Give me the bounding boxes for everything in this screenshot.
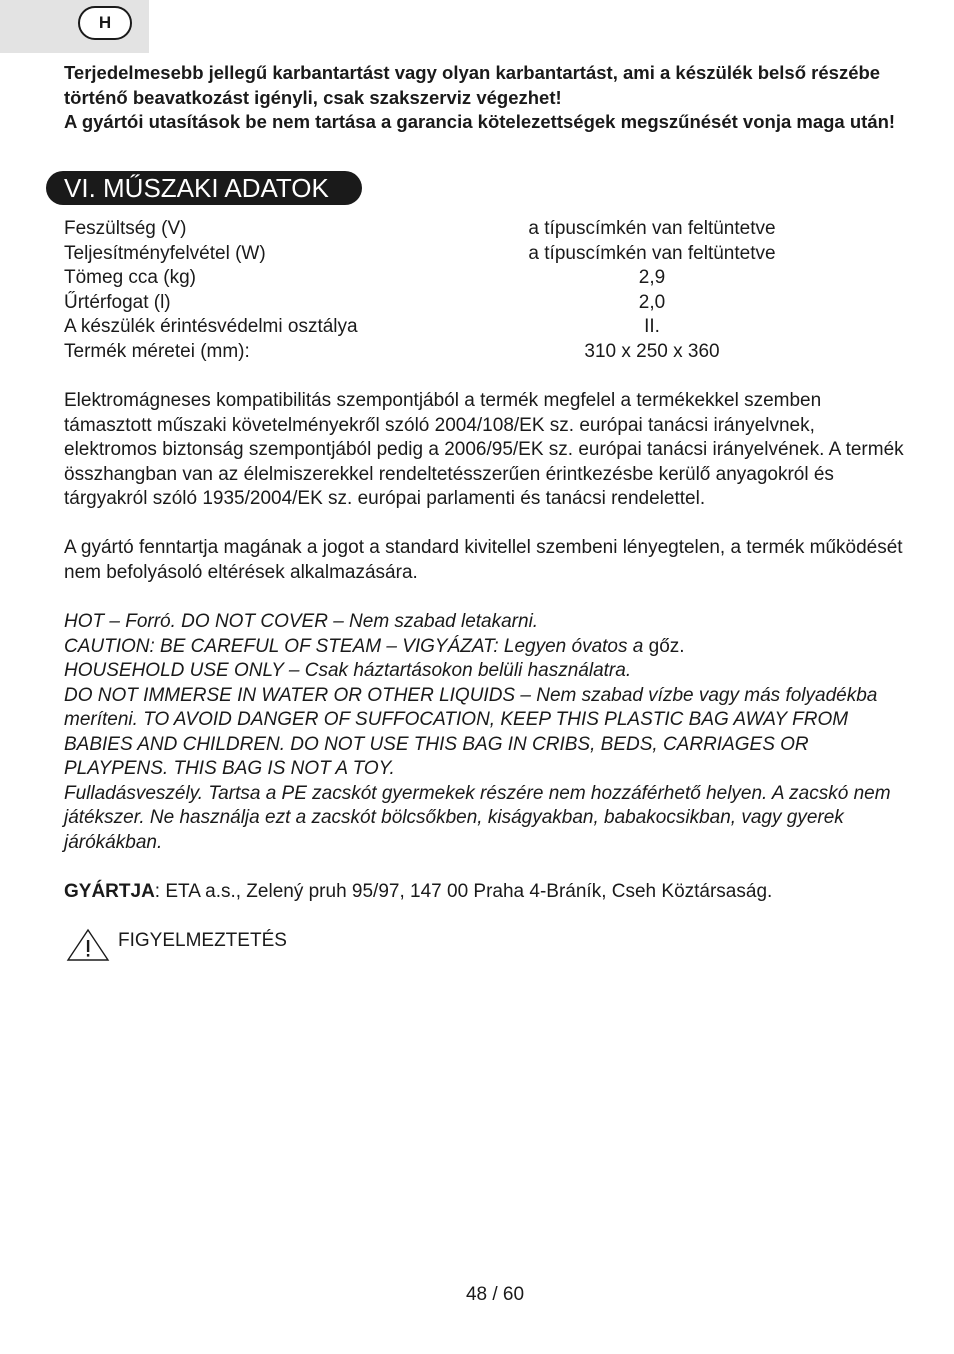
spec-value: 2,0 [638, 291, 666, 313]
maintenance-warning-text: Terjedelmesebb jellegű karbantartást vagy olyan karbantartást, ami a készülék belső részébe történő beavatkozást igényli, csak szakszerviz végezhet! [64, 62, 881, 108]
spec-row [64, 217, 904, 242]
spec-label: Tömeg cca (kg) [64, 267, 196, 288]
warning-label: FIGYELMEZTETÉS [118, 930, 287, 951]
household-label: HOUSEHOLD USE ONLY – Csak háztartásokon belüli használatra. [64, 660, 632, 681]
hot-label: HOT – Forró. DO NOT COVER – Nem szabad letakarni. [64, 611, 539, 632]
spec-label: Teljesítményfelvétel (W) [64, 242, 266, 264]
suffocation-label: Fulladásveszély. Tartsa a PE zacskót gyermekek részére nem hozzáférhető helyen. A zacskó nem játékszer. Ne használja ezt a zacskót bölcsőkben, kiságyakban, babakocsikban, vagy gyerek járókákban. [64, 782, 891, 853]
spec-row [64, 242, 904, 267]
safety-labels [64, 610, 904, 855]
steam-label-italic: CAUTION: BE CAREFUL OF STEAM – VIGYÁZAT: Legyen óvatos a [64, 635, 644, 657]
section-heading: VI. MŰSZAKI ADATOK [46, 171, 362, 205]
emc-paragraph [64, 389, 904, 512]
warranty-warning-text: A gyártói utasítások be nem tartása a garancia kötelezettségek megszűnését vonja maga után! [64, 111, 896, 132]
spec-row [64, 315, 904, 340]
spec-row [64, 340, 904, 365]
spec-value: a típuscímkén van feltüntetve [528, 218, 776, 239]
page-number: 48 / 60 [465, 1284, 525, 1305]
manufacturer-line [64, 880, 904, 905]
steam-label [64, 635, 904, 660]
spec-value: II. [644, 316, 660, 337]
emc-text: Elektromágneses kompatibilitás szempontjából a termék megfelel a termékekkel szemben támasztott műszaki követelményekről szóló 2004/108/EK sz. európai tanácsi irányelvnek, elektromos biztonság szempontjából pedig a 2006/95/EK sz. európai tanácsi irányelvének. A termék összhangban van az élelmiszerekkel rendeltetésszerűen érintkezésbe kerülő anyagokról és tárgyakról szóló 1935/2004/EK sz. európai parlamenti és tanácsi rendelettel. [64, 390, 904, 509]
spec-value: 2,9 [638, 267, 666, 288]
maker-rights-paragraph [64, 536, 904, 585]
maintenance-warning [64, 61, 904, 135]
spec-value: a típuscímkén van feltüntetve [528, 242, 776, 264]
steam-label-upright: gőz. [648, 635, 685, 657]
manufacturer-text [64, 880, 904, 905]
language-tab [0, 0, 149, 53]
manufacturer-address: : ETA a.s., Zelený pruh 95/97, 147 00 Praha 4-Bráník, Cseh Köztársaság. [154, 881, 773, 902]
immerse-label: DO NOT IMMERSE IN WATER OR OTHER LIQUIDS – Nem szabad vízbe vagy más folyadékba meríteni. TO AVOID DANGER OF SUFFOCATION, KEEP THIS PLASTIC BAG AWAY FROM BABIES AND CHILDREN. DO NOT USE THIS BAG IN CRIBS, BEDS, CARRIAGES OR PLAYPENS. THIS BAG IS NOT A TOY. [64, 684, 878, 779]
spec-row [64, 291, 904, 316]
spec-table [64, 217, 904, 364]
spec-label: A készülék érintésvédelmi osztálya [64, 316, 358, 337]
warning-triangle-icon [66, 928, 110, 962]
spec-row [64, 266, 904, 291]
spec-label: Termék méretei (mm): [64, 340, 250, 362]
maker-rights-text: A gyártó fenntartja magának a jogot a standard kivitellel szembeni lényegtelen, a termék működését nem befolyásoló eltérések alkalmazására. [64, 537, 903, 583]
spec-value: 310 x 250 x 360 [584, 340, 720, 362]
spec-label: Űrtérfogat (l) [64, 291, 171, 313]
spec-label: Feszültség (V) [64, 218, 187, 239]
manufacturer-label: GYÁRTJA [64, 881, 155, 902]
language-badge: H [78, 6, 132, 40]
